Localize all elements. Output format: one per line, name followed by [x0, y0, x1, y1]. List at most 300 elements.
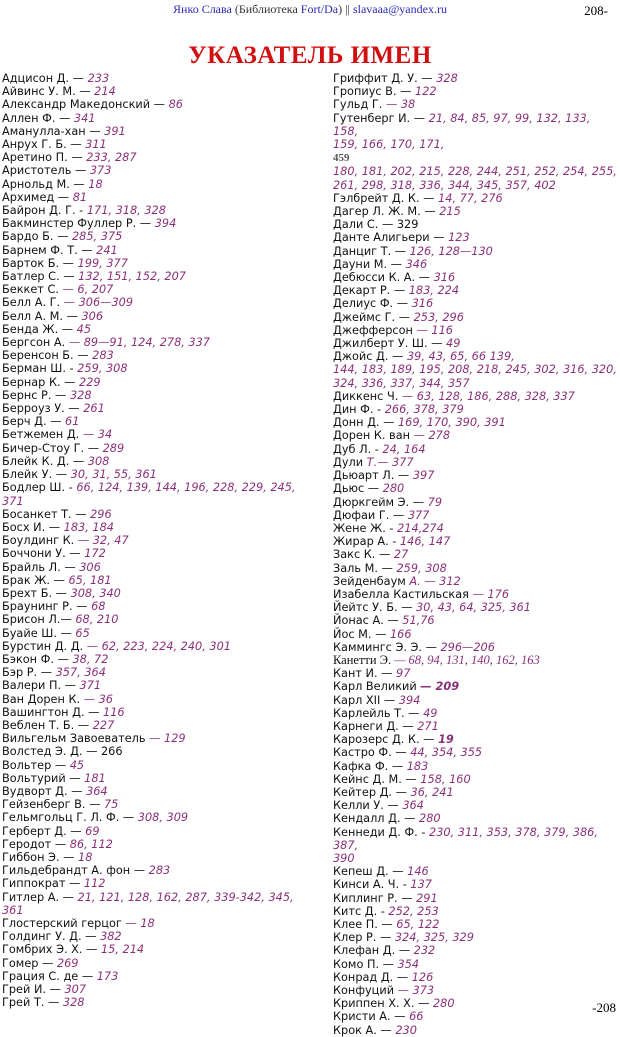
entry-pages: 44, 354, 355 — [410, 746, 483, 760]
entry-pages: — 63, 128, 186, 288, 328, 337 — [401, 389, 575, 403]
entry-name: Йейтс У. Б. — — [333, 601, 417, 615]
entry-name: Бакминстер Фуллер Р. — — [2, 217, 155, 231]
entry-pages: 306 — [81, 309, 104, 323]
entry-name: Диккенс Ч. — [333, 389, 402, 403]
entry-name: Барнем Ф. Т. — — [2, 243, 97, 257]
entry-name: Крок А. — — [333, 1023, 396, 1037]
entry-pages: 261 — [83, 402, 105, 416]
index-entry — [2, 719, 327, 732]
entry-pages: — 36 — [83, 692, 113, 706]
entry-pages: 45 — [76, 322, 92, 336]
index-entry — [2, 679, 327, 692]
index-entry — [333, 997, 618, 1010]
entry-name: Блейк У. — — [2, 468, 71, 482]
entry-name: Гиббон Э. — — [2, 850, 79, 864]
entry-name: Дюфаи Г. — — [333, 508, 408, 522]
entry-pages: 289 — [102, 441, 125, 455]
entry-name: Клер Р. — — [333, 931, 395, 945]
entry-name: Гутенберг И. — — [333, 111, 429, 125]
index-entry — [333, 562, 618, 575]
entry-name: Гомбрих Э. Х. — — [2, 943, 101, 957]
entry-name: Кейтер Д. — — [333, 785, 411, 799]
entry-pages: 61 — [65, 415, 80, 429]
entry-name: Брехт Б. — — [2, 586, 71, 600]
entry-pages: 49 — [423, 706, 438, 720]
index-entry — [333, 151, 618, 165]
entry-name: Волстед Э. Д. — 266 — [2, 745, 123, 759]
entry-pages: 181 — [84, 771, 106, 785]
index-entry — [2, 85, 327, 98]
entry-name: Криппен Х. Х. — — [333, 997, 433, 1011]
index-entry — [2, 178, 327, 191]
index-entry — [2, 296, 327, 309]
index-entry — [333, 707, 618, 720]
index-entry — [2, 640, 327, 653]
entry-pages: 38, 72 — [72, 652, 109, 666]
index-entry — [333, 297, 618, 310]
index-entry — [2, 627, 327, 640]
index-entry — [333, 812, 618, 825]
entry-pages: 24, 164 — [382, 442, 426, 456]
entry-pages: 39, 43, 65, 66 139, — [406, 350, 515, 364]
entry-name: Вильгельм Завоеватель — [2, 732, 150, 746]
index-entry — [2, 891, 327, 904]
index-entry — [2, 362, 327, 375]
index-entry — [2, 112, 327, 125]
entry-name: Гэлбрейт Д. К. — — [333, 191, 439, 205]
index-entry — [333, 496, 618, 509]
index-entry — [2, 151, 327, 164]
entry-pages: 230 — [395, 1023, 417, 1037]
entry-pages: 36, 241 — [410, 785, 454, 799]
index-entry — [333, 575, 618, 588]
entry-name: Бардо Б. — — [2, 230, 72, 244]
entry-name: Донн Д. — — [333, 416, 398, 430]
entry-pages: 394 — [398, 693, 421, 707]
index-entry — [333, 205, 618, 218]
entry-name: Дули — [333, 455, 367, 469]
entry-name: Валери П. — — [2, 679, 80, 693]
index-entry — [333, 1024, 618, 1037]
page-header — [0, 2, 620, 18]
entry-pages: — 62, 223, 224, 240, 301 — [86, 639, 231, 653]
entry-name: Бурстин Д. Д. — [2, 639, 87, 653]
index-entry — [2, 98, 327, 111]
entry-pages: 316 — [433, 271, 456, 285]
entry-pages: 364 — [86, 784, 108, 798]
entry-name: Декарт Р. — — [333, 284, 409, 298]
index-entry — [333, 760, 618, 773]
entry-name: Карнеги Д. — — [333, 719, 418, 733]
entry-name: Бернар К. — — [2, 375, 80, 389]
entry-name: Кинси А. Ч. - — [333, 878, 411, 892]
index-entry — [333, 733, 618, 746]
index-entry — [333, 694, 618, 707]
entry-pages: 123 — [448, 231, 470, 245]
entry-name: Дуб Л. - — [333, 442, 383, 456]
entry-name: Дебюсси К. А. — — [333, 271, 434, 285]
entry-pages: 316 — [411, 297, 434, 311]
index-entry — [333, 984, 618, 997]
index-entry — [2, 481, 327, 494]
entry-pages: — 68, 94, 131, 140, 162, 163 — [394, 652, 540, 667]
index-entry — [2, 138, 327, 151]
entry-pages: 158, 160 — [420, 772, 471, 786]
index-entry — [2, 191, 327, 204]
index-entry — [333, 680, 618, 693]
index-entry — [2, 917, 327, 930]
entry-name: Аретино П. — — [2, 151, 87, 165]
entry-pages: 306 — [79, 560, 101, 574]
entry-pages: 180, 181, 202, 215, 228, 244, 251, 252, 254, 255, — [333, 165, 617, 179]
entry-pages: 86 — [168, 98, 183, 112]
index-entry — [2, 455, 327, 468]
index-entry — [2, 904, 327, 917]
index-entry — [333, 614, 618, 627]
entry-pages: 68, 210 — [75, 613, 119, 627]
entry-name: Анрух Г. Б. — — [2, 138, 86, 152]
entry-name: Босанкет Т. — — [2, 507, 91, 521]
entry-name: Брайль Л. — — [2, 560, 80, 574]
entry-pages: 283 — [92, 349, 114, 363]
index-entry — [333, 746, 618, 759]
entry-pages: 283 — [148, 864, 171, 878]
email-link[interactable]: slavaaa@yandex.ru — [352, 2, 447, 16]
entry-pages: 229 — [79, 375, 101, 389]
index-entry — [333, 138, 618, 151]
entry-name: Вольтурий — — [2, 771, 85, 785]
index-entry — [333, 429, 618, 442]
entry-pages: 183, 184 — [63, 520, 114, 534]
entry-name: Дорен К. ван — [333, 429, 414, 443]
entry-pages: 14, 77, 276 — [438, 191, 503, 205]
entry-name: Канетти Э. — [333, 652, 395, 667]
entry-name: Бодлер Ш. - — [2, 481, 77, 495]
entry-pages: 18 — [88, 177, 103, 191]
entry-name: Бичер-Стоу Г. — — [2, 441, 103, 455]
page-number-top: 208- — [584, 3, 608, 18]
page-title: УКАЗАТЕЛЬ ИМЕН — [188, 42, 432, 69]
entry-name: Веблен Т. Б. — — [2, 718, 93, 732]
index-entry — [2, 653, 327, 666]
entry-name: Батлер С. — — [2, 270, 79, 284]
entry-pages: 324, 336, 337, 344, 357 — [333, 376, 470, 390]
index-entry — [2, 508, 327, 521]
entry-name: Беренсон Б. — — [2, 349, 93, 363]
entry-pages: 146, 147 — [399, 535, 451, 549]
index-entry — [333, 852, 618, 865]
entry-name: Вольтер — — [2, 758, 70, 772]
entry-name: Боччони У. — — [2, 547, 85, 561]
entry-name: Глостерский герцог — [2, 917, 126, 930]
index-entry — [333, 628, 618, 641]
entry-name: Комо П. — — [333, 957, 398, 971]
entry-name: Клефан Д. — — [333, 944, 414, 958]
entry-name: Кастро Ф. — — [333, 746, 411, 760]
index-entry — [2, 772, 327, 785]
index-entry — [333, 878, 618, 891]
index-entry — [2, 257, 327, 270]
entry-name: Карозерс Д. К. — — [333, 733, 439, 747]
entry-name: Кеннеди Д. Ф. - — [333, 825, 430, 839]
entry-pages: 261, 298, 318, 336, 344, 345, 357, 402 — [333, 178, 556, 192]
entry-pages: 291 — [416, 891, 438, 905]
entry-name: Дьюарт Л. — — [333, 469, 413, 483]
index-entry — [2, 217, 327, 230]
entry-name: Жене Ж. - — [333, 521, 398, 535]
index-entry — [2, 547, 327, 560]
entry-pages: — 306—309 — [63, 296, 134, 310]
index-entry — [2, 164, 327, 177]
entry-pages: 159, 166, 170, 171, — [333, 138, 445, 152]
entry-pages: 328 — [62, 996, 85, 1010]
index-entry — [333, 918, 618, 931]
entry-pages: 253, 296 — [413, 310, 464, 324]
entry-pages: 21, 121, 128, 162, 287, 339-342, 345, — [77, 890, 294, 904]
entry-pages: — 34 — [82, 428, 113, 442]
index-entry — [2, 204, 327, 217]
index-entry — [2, 798, 327, 811]
entry-name: Гитлер А. — — [2, 890, 78, 904]
entry-pages: 144, 183, 189, 195, 208, 218, 245, 302, 316, 320, — [333, 363, 617, 377]
index-entry — [2, 613, 327, 626]
entry-pages: 81 — [72, 190, 88, 204]
library-link[interactable]: Fort/Da — [300, 2, 339, 16]
entry-name: Жирар А. - — [333, 535, 400, 549]
index-entry — [333, 390, 618, 403]
entry-name: Архимед — — [2, 190, 73, 204]
index-entry — [2, 72, 327, 85]
entry-name: Байрон Д. Г. - — [2, 204, 87, 218]
index-entry — [333, 85, 618, 98]
entry-name: Гомер — — [2, 956, 57, 970]
entry-name: Грей Т. — — [2, 996, 63, 1010]
entry-pages: 280 — [432, 997, 455, 1011]
index-entry — [2, 283, 327, 296]
entry-pages: 230, 311, 353, 378, 379, 386, 387, — [333, 825, 598, 852]
entry-name: Буайе Ш. — — [2, 626, 76, 640]
index-entry — [2, 495, 327, 508]
entry-name: Браунинг Р. — — [2, 600, 92, 614]
entry-pages: 308, 340 — [70, 586, 121, 600]
entry-name: Изабелла Кастильская — [333, 587, 473, 601]
entry-name: Дауни М. — — [333, 257, 406, 271]
index-entry — [333, 720, 618, 733]
entry-pages: 75 — [103, 798, 119, 812]
entry-name: Дагер Л. Ж. М. — — [333, 205, 440, 219]
entry-name: Кант И. — — [333, 667, 397, 681]
index-entry — [333, 958, 618, 971]
entry-pages: — 116 — [416, 323, 453, 337]
index-entry — [333, 786, 618, 799]
entry-name: Берч Д. — — [2, 415, 66, 429]
index-entry — [2, 376, 327, 389]
index-entry — [333, 363, 618, 376]
entry-name: Голдинг У. Д. — — [2, 930, 101, 944]
index-entry — [2, 785, 327, 798]
entry-pages: 252, 253 — [388, 904, 439, 918]
index-entry — [2, 759, 327, 772]
entry-name: Киплинг Р. — — [333, 891, 417, 905]
entry-name: Брисон Л.— — [2, 613, 76, 627]
entry-name: Грей И. — — [2, 983, 65, 997]
entry-pages: 68 — [91, 600, 106, 614]
entry-name: Китс Д. - — [333, 904, 389, 918]
index-entry — [333, 588, 618, 601]
index-entry — [333, 231, 618, 244]
entry-pages: Т.— 377 — [366, 455, 414, 469]
entry-pages: 27 — [393, 548, 409, 562]
entry-pages: 172 — [84, 547, 106, 561]
index-entry — [2, 349, 327, 362]
entry-pages: 233, 287 — [86, 151, 137, 165]
index-entry — [2, 468, 327, 481]
entry-pages: 296—206 — [440, 640, 495, 654]
entry-name: Гильдебрандт А. фон — — [2, 864, 149, 878]
entry-pages: 285, 375 — [71, 230, 123, 244]
entry-name: Бенда Ж. — — [2, 322, 77, 336]
entry-pages: — 278 — [413, 429, 451, 443]
entry-name: Карл XII — — [333, 693, 399, 707]
entry-name: Джойс Д. — — [333, 350, 407, 364]
index-entry — [2, 534, 327, 547]
index-entry — [333, 271, 618, 284]
entry-name: Йонас А. — — [333, 614, 403, 628]
index-entry — [333, 773, 618, 786]
entry-pages: 373 — [89, 164, 112, 178]
index-entry — [333, 826, 618, 852]
index-entry — [2, 600, 327, 613]
index-entry — [333, 482, 618, 495]
index-entry — [333, 971, 618, 984]
index-entry — [2, 838, 327, 851]
index-entry — [2, 310, 327, 323]
entry-name: Дали С. — 329 — [333, 218, 419, 232]
index-entry — [2, 428, 327, 441]
entry-pages: 311 — [85, 138, 107, 152]
entry-name: Карл Великий — [333, 680, 421, 694]
entry-pages: 199, 377 — [77, 256, 128, 270]
index-entry — [333, 931, 618, 944]
entry-name: Джеймс Г. — — [333, 310, 414, 324]
entry-pages: 69 — [85, 824, 100, 838]
index-entry — [333, 192, 618, 205]
index-entry — [333, 377, 618, 390]
entry-name: Белл А. М. — — [2, 309, 82, 323]
index-entry — [2, 825, 327, 838]
entry-pages: 15, 214 — [100, 943, 145, 957]
entry-pages: 233 — [87, 72, 110, 85]
entry-name: Келли У. — — [333, 799, 403, 813]
entry-pages: А. — 312 — [409, 574, 461, 588]
library-prefix: (Библиотека — [231, 2, 301, 16]
entry-pages: — 18 — [125, 917, 155, 930]
entry-name: Бэр Р. — — [2, 666, 56, 680]
index-entry — [333, 443, 618, 456]
index-entry — [333, 165, 618, 178]
index-entry — [2, 693, 327, 706]
entry-pages: — 6, 207 — [62, 283, 114, 297]
entry-pages: 391 — [104, 124, 126, 138]
index-entry — [333, 324, 618, 337]
entry-pages: 308 — [87, 454, 110, 468]
index-entry — [2, 244, 327, 257]
index-entry — [333, 944, 618, 957]
entry-pages: 371 — [2, 494, 24, 508]
index-entry — [2, 732, 327, 745]
page-marker: 459 — [333, 152, 350, 165]
index-entry — [2, 402, 327, 415]
index-entry — [333, 456, 618, 469]
index-entry — [333, 509, 618, 522]
entry-pages: 126 — [411, 970, 434, 984]
entry-name: Карлейль Т. — — [333, 706, 424, 720]
index-entry — [2, 745, 327, 758]
entry-name: Закс К. — — [333, 548, 394, 562]
index-entry — [2, 336, 327, 349]
index-entry — [2, 864, 327, 877]
entry-name: Вудворт Д. — — [2, 784, 87, 798]
entry-name: Гропиус В. — — [333, 85, 416, 99]
entry-pages: 65, 181 — [68, 573, 112, 587]
entry-name: Айвинс У. М. — — [2, 85, 95, 99]
index-entry — [333, 905, 618, 918]
entry-pages: 49 — [446, 337, 461, 351]
index-entry — [2, 587, 327, 600]
entry-name: Кендалл Д. — — [333, 812, 420, 826]
index-entry — [2, 561, 327, 574]
index-entry — [2, 323, 327, 336]
entry-pages: 271 — [417, 719, 439, 733]
entry-pages: 346 — [405, 257, 428, 271]
index-entry — [2, 943, 327, 956]
entry-pages: 21, 84, 85, 97, 99, 132, 133, 158, — [333, 111, 591, 138]
entry-pages: 86, 112 — [69, 837, 113, 851]
entry-pages: 65, 122 — [396, 918, 440, 931]
index-entry — [2, 125, 327, 138]
index-entry — [333, 72, 618, 85]
entry-pages: 166 — [389, 627, 412, 641]
entry-pages: 232 — [413, 944, 436, 958]
entry-name: Берман Ш. - — [2, 362, 78, 376]
entry-name: Ван Дорен К. — [2, 692, 84, 706]
entry-name: Джефферсон — [333, 323, 417, 337]
entry-pages: 18 — [78, 850, 93, 864]
entry-pages: 371 — [79, 679, 102, 693]
entry-pages: 269 — [56, 956, 79, 970]
entry-name: Конфуций — [333, 984, 398, 998]
index-entry — [333, 350, 618, 363]
entry-pages: 307 — [64, 983, 87, 997]
index-entry — [333, 892, 618, 905]
index-entry — [333, 179, 618, 192]
entry-pages: 30, 31, 55, 361 — [70, 468, 157, 482]
entry-name: Каммингс Э. Э. — — [333, 640, 441, 654]
entry-name: Зейденбаум — [333, 574, 410, 588]
entry-name: Бетжемен Д. — [2, 428, 83, 442]
entry-pages: — 209 — [420, 680, 460, 694]
entry-pages: 227 — [92, 718, 115, 732]
entry-pages: 132, 151, 152, 207 — [78, 270, 186, 284]
entry-name: Герберт Д. — — [2, 824, 86, 838]
entry-pages: 146 — [407, 865, 429, 879]
entry-pages: 171, 318, 328 — [86, 204, 166, 218]
entry-name: Кафка Ф. — — [333, 759, 407, 773]
entry-pages: — 373 — [397, 984, 435, 998]
author-link[interactable]: Янко Слава — [173, 2, 232, 16]
entry-pages: — 176 — [472, 587, 510, 601]
index-entry — [333, 654, 618, 667]
